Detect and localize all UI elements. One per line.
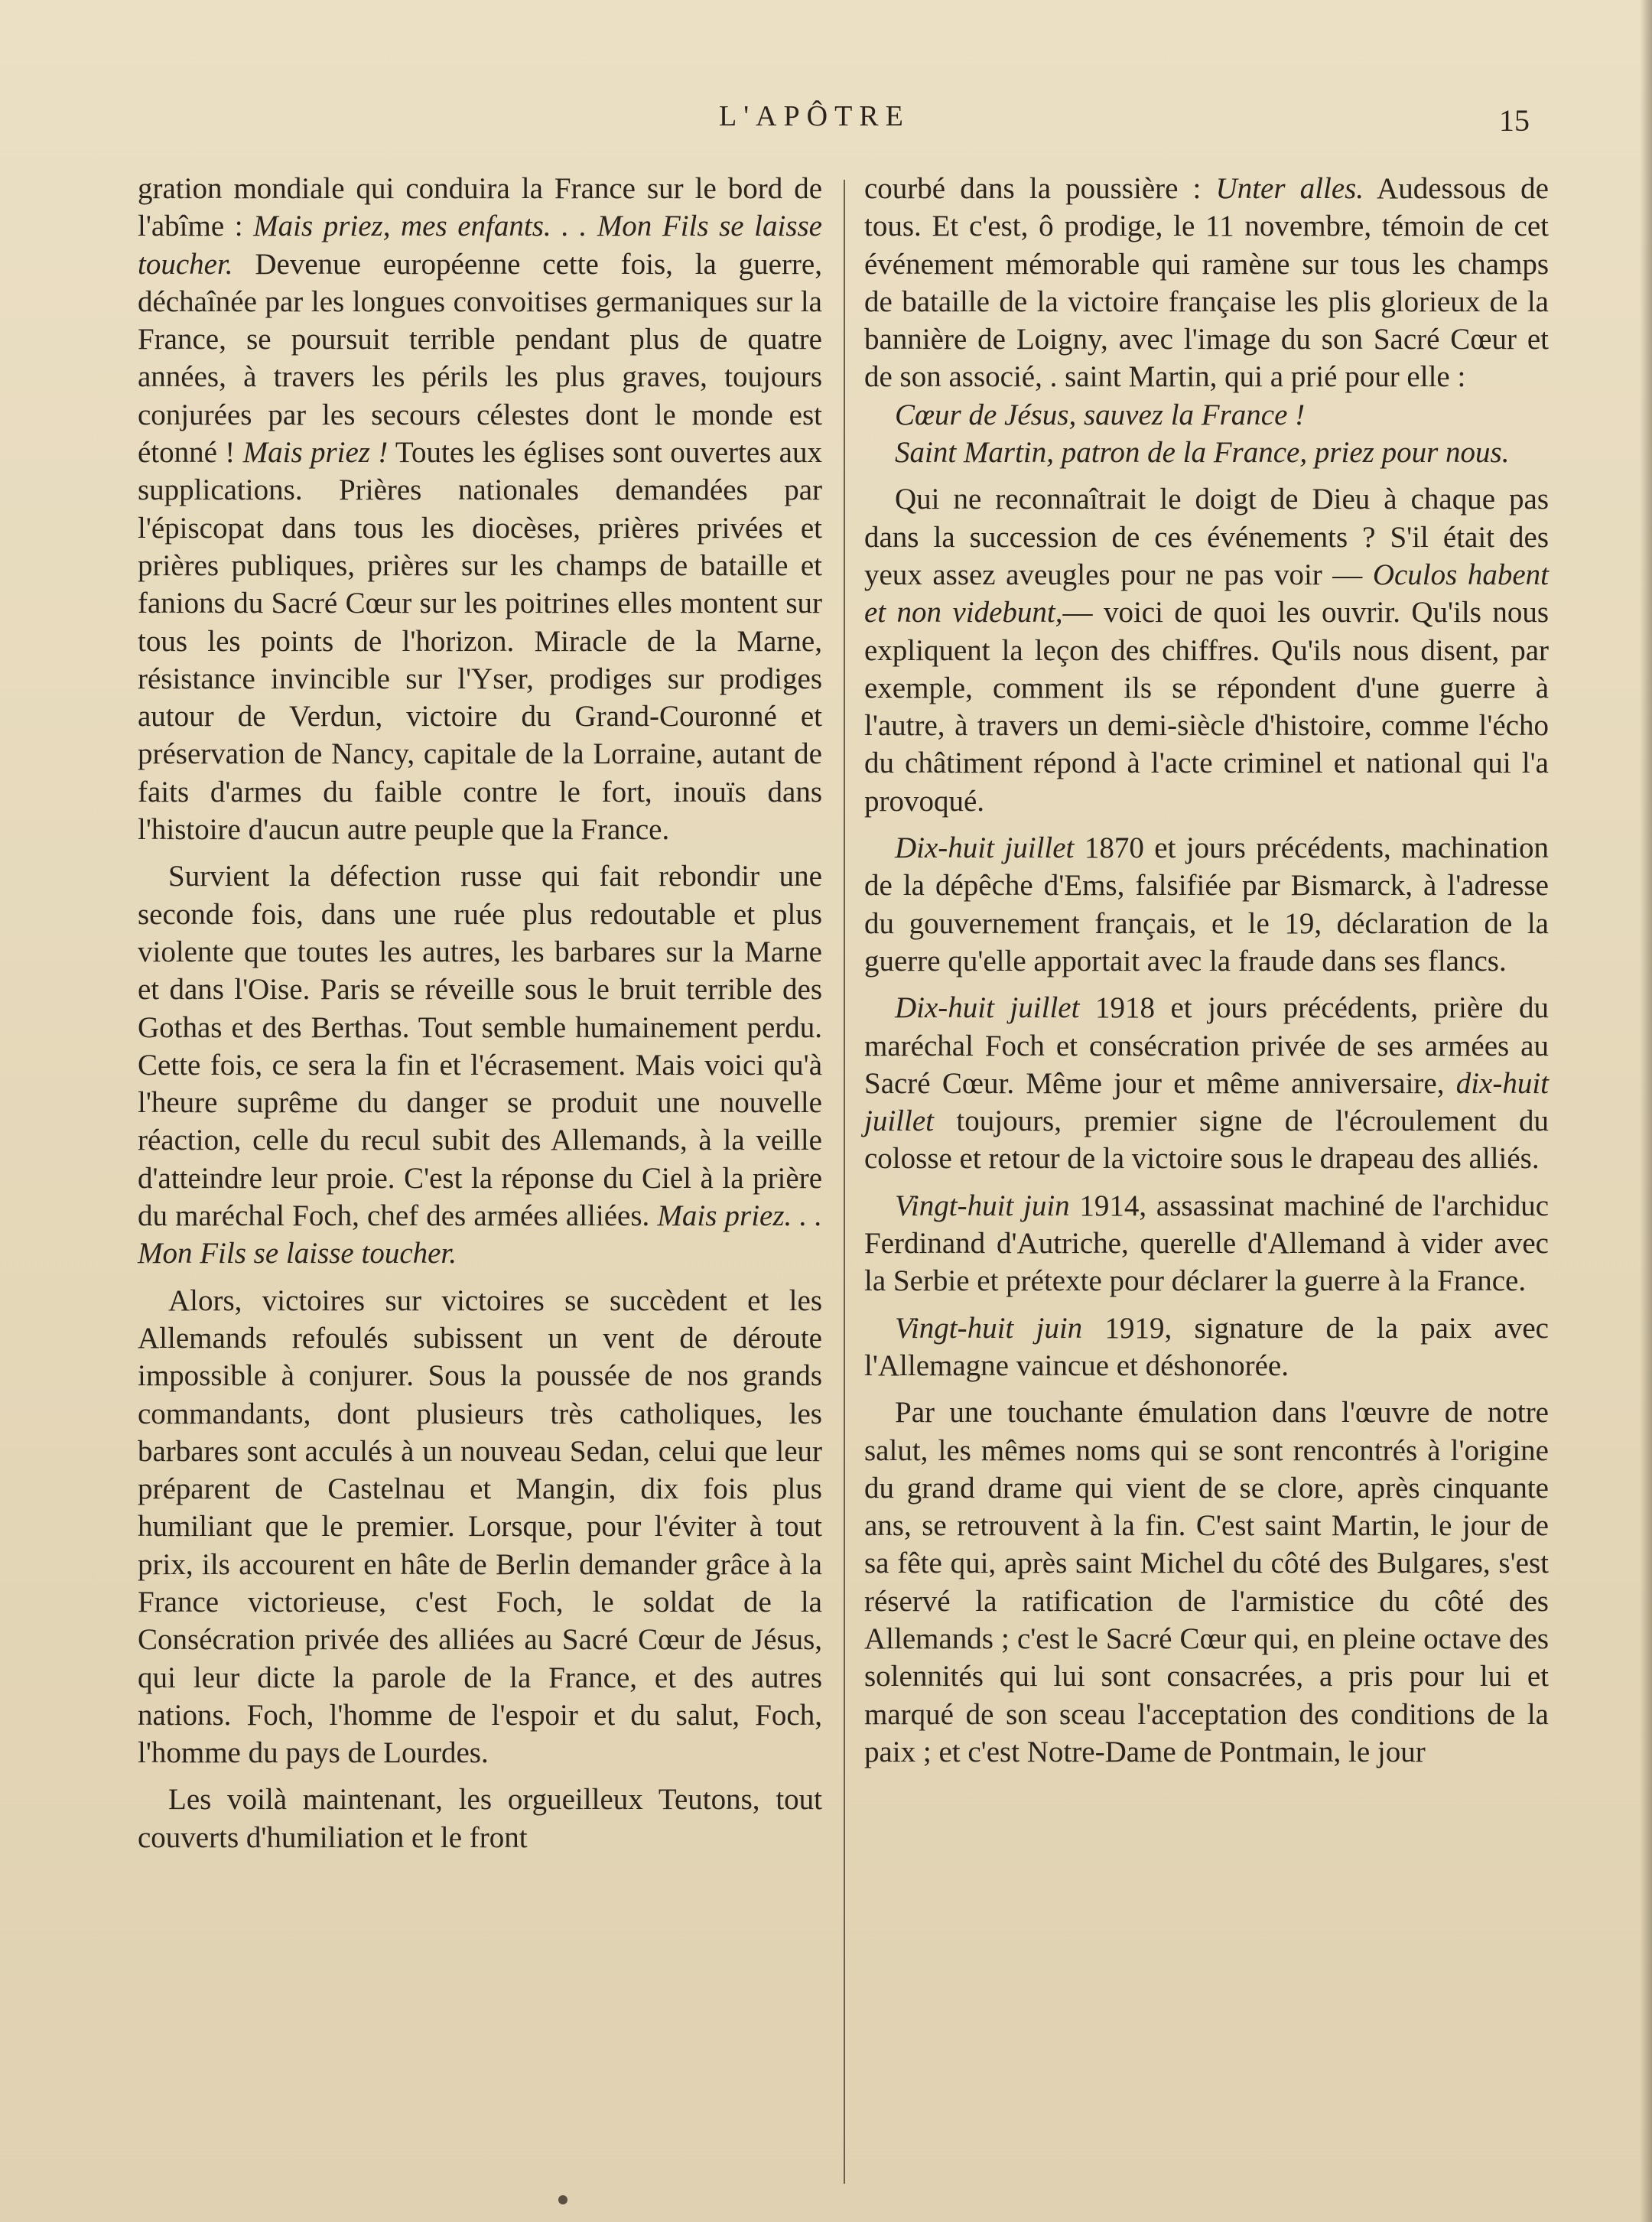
- paragraph: Survient la défection russe qui fait rebondir une seconde fois, dans une ruée plus redoutable et plus violente que toutes les autres, les barbares sur la Marne et dans l'Oise. Paris se réveille sous le bruit terrible des Gothas et des Berthas. Tout semble humainement perdu. Cette fois, ce sera la fin et l'écrasement. Mais voici qu'à l'heure suprême du danger se produit une nouvelle réaction, celle du recul subit des Allemands, à la veille d'atteindre leur proie. C'est la réponse du Ciel à la prière du maréchal Foch, chef des armées alliées. Mais priez. . . Mon Fils se laisse toucher.: [138, 860, 823, 1270]
- right-column: [864, 170, 1549, 1771]
- paragraph: Dix-huit juillet 1870 et jours précédents, machination de la dépêche d'Ems, falsifiée par Bismarck, à l'adresse du gouvernement français, et le 19, déclaration de la guerre qu'elle apportait avec la fraude dans ses flancs.: [864, 831, 1549, 978]
- paragraph: Vingt-huit juin 1914, assassinat machiné de l'archiduc Ferdinand d'Autriche, querelle d'Allemand à vider avec la Serbie et prétexte pour déclarer la guerre à la France.: [864, 1189, 1549, 1298]
- page-number: 15: [1499, 103, 1530, 138]
- italic-text: Mais priez !: [242, 436, 389, 470]
- paragraph: Alors, victoires sur victoires se succèdent et les Allemands refoulés subissent un vent de déroute impossible à conjurer. Sous la poussée de nos grands commandants, dont plusieurs très catholiques, les barbares sont acculés à un nouveau Sedan, celui que leur préparent de Castelnau et Mangin, dix fois plus humiliant que le premier. Lorsque, pour l'éviter à tout prix, ils accourent en hâte de Berlin demander grâce à la France victorieuse, c'est Foch, le soldat de la Consécration privée des alliées au Sacré Cœur de Jésus, qui leur dicte la parole de la France, et des autres nations. Foch, l'homme de l'espoir et du salut, Foch, l'homme du pays de Lourdes.: [138, 1283, 822, 1770]
- journal-title: L'APÔTRE: [719, 100, 910, 132]
- paragraph: Les voilà maintenant, les orgueilleux Teutons, tout couverts d'humiliation et le front: [138, 1783, 822, 1854]
- paragraph: Par une touchante émulation dans l'œuvre de notre salut, les mêmes noms qui se sont rencontrés à l'origine du grand drame qui vient de se clore, après cinquante ans, se retrouvent à la fin. C'est saint Martin, le jour de sa fête qui, après saint Michel du côté des Bulgares, s'est réservé la ratification de l'armistice du côté des Allemands ; c'est le Sacré Cœur qui, en pleine octave des solennités qui lui sont consacrées, a pris pour lui et marqué de son sceau l'acceptation des conditions de la paix ; et c'est Notre-Dame de Pontmain, le jour: [864, 1396, 1549, 1768]
- italic-text: Mais priez, mes enfants. . . Mon Fils se laisse toucher.: [138, 210, 822, 281]
- italic-text: Saint Martin, patron de la France, priez pour nous.: [895, 436, 1510, 470]
- left-column: [138, 170, 822, 1856]
- print-mark-dot: [558, 2195, 567, 2204]
- italic-text: Dix-huit juillet: [895, 991, 1080, 1025]
- running-head: [0, 99, 1652, 145]
- italic-text: Dix-huit juillet: [895, 831, 1075, 865]
- italic-text: Oculos habent et non videbunt,: [864, 558, 1549, 630]
- paragraph: gration mondiale qui conduira la France sur le bord de l'abîme : Mais priez, mes enfants. . . Mon Fils se laisse toucher. Devenue européenne cette fois, la guerre, déchaînée par les longues convoitises germaniques sur la France, se poursuit terrible pendant plus de quatre années, à travers les périls les plus graves, toujours conjurées par les secours célestes dont le monde est étonné ! Mais priez ! Toutes les églises sont ouvertes aux supplications. Prières nationales demandées par l'épiscopat dans tous les diocèses, prières privées et prières publiques, prières sur les champs de bataille et fanions du Sacré Cœur sur les poitrines elles montent sur tous les points de l'horizon. Miracle de la Marne, résistance invincible sur l'Yser, prodiges sur prodiges autour de Verdun, victoire du Grand-Couronné et préservation de Nancy, capitale de la Lorraine, autant de faits d'armes du faible contre le fort, inouïs dans l'histoire d'aucun autre peuple que la France.: [138, 172, 822, 847]
- italic-text: Vingt-huit juin: [895, 1189, 1070, 1222]
- italic-text: Mais priez. . . Mon Fils se laisse toucher.: [138, 1199, 823, 1270]
- italic-text: Cœur de Jésus, sauvez la France !: [895, 398, 1306, 431]
- italic-text: Vingt-huit juin: [895, 1311, 1083, 1345]
- paragraph: Vingt-huit juin 1919, signature de la paix avec l'Allemagne vaincue et déshonorée.: [864, 1311, 1549, 1382]
- paragraph: Qui ne reconnaîtrait le doigt de Dieu à chaque pas dans la succession de ces événements ? S'il était des yeux assez aveugles pour ne pas voir — Oculos habent et non videbunt,— voici de quoi les ouvrir. Qu'ils nous expliquent la leçon des chiffres. Qu'ils nous disent, par exemple, comment ils se répondent d'une guerre à l'autre, à travers un demi-siècle d'histoire, comme l'écho du châtiment répond à l'acte criminel et national qui l'a provoqué.: [864, 483, 1550, 818]
- italic-text: Unter alles.: [1215, 172, 1364, 205]
- paragraph: Dix-huit juillet 1918 et jours précédents, prière du maréchal Foch et consécration privée de ses armées au Sacré Cœur. Même jour et même anniversaire, dix-huit juillet toujours, premier signe de l'écroulement du colosse et retour de la victoire sous le drapeau des alliés.: [864, 991, 1549, 1176]
- paragraph: [864, 434, 1549, 471]
- column-divider: [844, 180, 845, 2184]
- paragraph: [864, 396, 1549, 434]
- paragraph: courbé dans la poussière : Unter alles. Audessous de tous. Et c'est, ô prodige, le 11 novembre, témoin de cet événement mémorable qui ramène sur tous les champs de bataille de la victoire française les plis glorieux de la bannière de Loigny, avec l'image du son Sacré Cœur et de son associé, . saint Martin, qui a prié pour elle :: [864, 172, 1549, 394]
- italic-text: dix-huit juillet: [864, 1066, 1549, 1138]
